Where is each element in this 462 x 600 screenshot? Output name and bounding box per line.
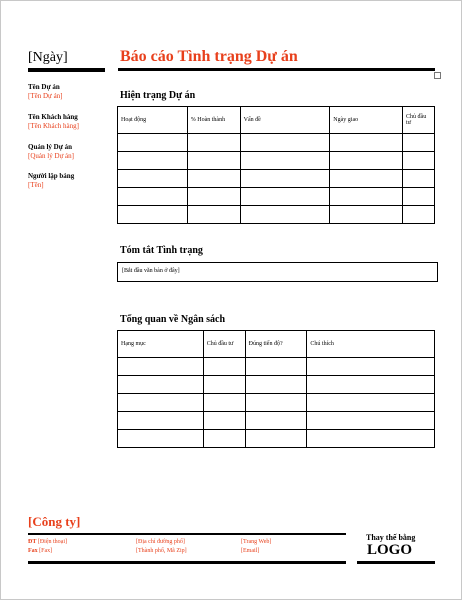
budget-table xyxy=(117,330,435,448)
contact-address xyxy=(136,538,187,556)
table-resize-handle[interactable] xyxy=(434,72,441,79)
table-row[interactable] xyxy=(118,170,435,188)
phone-value[interactable]: [Điện thoại] xyxy=(37,539,67,545)
budget-header-owner: Chủ đầu tư xyxy=(203,331,245,358)
date-field[interactable]: [Ngày] xyxy=(28,50,68,65)
status-header-issues: Vấn đề xyxy=(240,107,330,134)
budget-header-category: Hạng mục xyxy=(118,331,204,358)
table-row[interactable] xyxy=(118,134,435,152)
summary-text-box[interactable]: [Bắt đầu văn bản ở đây] xyxy=(117,262,438,282)
status-header-activity: Hoạt động xyxy=(118,107,188,134)
status-header-complete: % Hoàn thành xyxy=(187,107,240,134)
status-table xyxy=(117,106,435,224)
date-rule xyxy=(28,68,105,72)
summary-heading: Tóm tắt Tình trạng xyxy=(120,245,203,256)
logo-placeholder[interactable]: LOGO xyxy=(367,542,413,558)
project-manager-label: Quản lý Dự án xyxy=(28,143,73,151)
client-name-label: Tên Khách hàng xyxy=(28,113,78,121)
city-zip[interactable]: [Thành phố, Mã Zip] xyxy=(136,548,187,554)
project-name-value[interactable]: [Tên Dự án] xyxy=(28,92,63,100)
status-header-due-date: Ngày giao xyxy=(330,107,403,134)
project-name-label: Tên Dự án xyxy=(28,83,60,91)
street-address[interactable]: [Địa chỉ đường phố] xyxy=(136,539,185,545)
budget-header-on-track: Đúng tiến độ? xyxy=(245,331,307,358)
table-row[interactable] xyxy=(118,206,435,224)
fax-value[interactable]: [Fax] xyxy=(39,548,53,554)
project-manager-value[interactable]: [Quản lý Dự án] xyxy=(28,152,74,160)
status-header-owner: Chủ đầu tư xyxy=(403,107,435,134)
table-row[interactable] xyxy=(118,152,435,170)
website[interactable]: [Trang Web] xyxy=(241,539,272,545)
budget-heading: Tổng quan về Ngân sách xyxy=(120,314,226,325)
budget-header-notes: Chú thích xyxy=(307,331,435,358)
contact-phone-fax xyxy=(28,538,67,556)
logo-placeholder-caption: Thay thế bằng xyxy=(366,533,416,542)
title-rule xyxy=(118,68,435,71)
company-name[interactable]: [Công ty] xyxy=(28,514,81,529)
phone-label: ĐT xyxy=(28,539,37,545)
prepared-by-label: Người lập bảng xyxy=(28,172,75,180)
page-title[interactable]: Báo cáo Tình trạng Dự án xyxy=(120,48,298,65)
footer-rule xyxy=(28,533,346,535)
contact-web xyxy=(241,538,271,556)
footer-bottom-rule xyxy=(28,561,346,564)
table-row[interactable] xyxy=(118,376,435,394)
table-row[interactable] xyxy=(118,188,435,206)
client-name-value[interactable]: [Tên Khách hàng] xyxy=(28,122,79,130)
fax-label: Fax xyxy=(28,548,38,554)
table-row[interactable] xyxy=(118,358,435,376)
prepared-by-value[interactable]: [Tên] xyxy=(28,181,44,189)
table-row[interactable] xyxy=(118,430,435,448)
status-heading: Hiện trạng Dự án xyxy=(120,90,196,101)
table-row[interactable] xyxy=(118,412,435,430)
table-row[interactable] xyxy=(118,394,435,412)
logo-bottom-rule xyxy=(357,561,435,564)
email[interactable]: [Email] xyxy=(241,548,260,554)
